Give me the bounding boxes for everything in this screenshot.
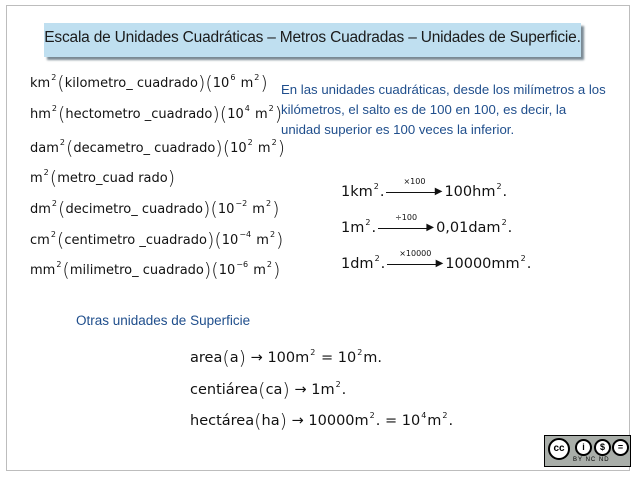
other-unit-hectarea: hectárea(ha) → $10000m^2$. = $10^4m^2$.: [190, 410, 454, 432]
noncommercial-icon: $: [594, 439, 611, 456]
page-title: Escala de Unidades Cuadráticas – Metros Cuadradas – Unidades de Superficie.: [44, 29, 581, 46]
unit-row-m: $m^2(metro\_cuad$ rado): [30, 167, 176, 189]
explanation-note: En las unidades cuadráticas, desde los milímetros a los kilómetros, el salto es de 100 en 100, es decir, la unidad superior es 100 veces la inferior.: [281, 82, 606, 137]
arrow-icon: ×10000 ▶: [387, 257, 443, 271]
arrow-icon: ÷100 ▶: [378, 221, 434, 235]
conversion-m-dam: $1m^2$. ÷100 ▶ 0,01dam$^2$.: [341, 213, 513, 236]
other-unit-area: area(a) → $100m^2 = 10^2m$.: [190, 347, 383, 369]
title-bar: [44, 23, 581, 57]
creative-commons-badge[interactable]: cc i $ = BY NC ND: [544, 435, 631, 467]
conversion-km-hm: $1km^2$. ×100 ▶ $100hm^2$.: [341, 177, 508, 200]
unit-row-dm: $dm^2(decimetro\_$ $cuadrado)(10^{-2}$ $m^2$): [30, 198, 280, 220]
conversion-dm-mm: $1dm^2$. ×10000 ▶ $10000mm^2$.: [341, 249, 532, 272]
unit-row-km: $km^2(kilometro\_$ $cuadrado)(10^6$ $m^2$): [30, 72, 268, 94]
arrow-icon: ×100 ▶: [386, 185, 442, 199]
other-unit-centiarea: centiárea(ca) → $1m^2$.: [190, 379, 347, 401]
unit-row-dam: dam$^2$(decametro_ $cuadrado)(10^2$ $m^2$): [30, 137, 286, 159]
section-title: Otras unidades de Superficie: [76, 313, 251, 328]
cc-icon: cc: [548, 438, 570, 460]
attribution-icon: i: [575, 439, 592, 456]
unit-row-hm: $hm^2(hectometro$ $\_cuadrado)(10^4$ $m^2$): [30, 103, 283, 125]
noderivatives-icon: =: [612, 439, 629, 456]
unit-row-mm: $mm^2(milimetro\_$ $cuadrado)(10^{-6}$ $m^2$): [30, 259, 281, 281]
unit-row-cm: $cm^2(centimetro$ $\_cuadrado)(10^{-4}$ $m^2$): [30, 229, 284, 251]
